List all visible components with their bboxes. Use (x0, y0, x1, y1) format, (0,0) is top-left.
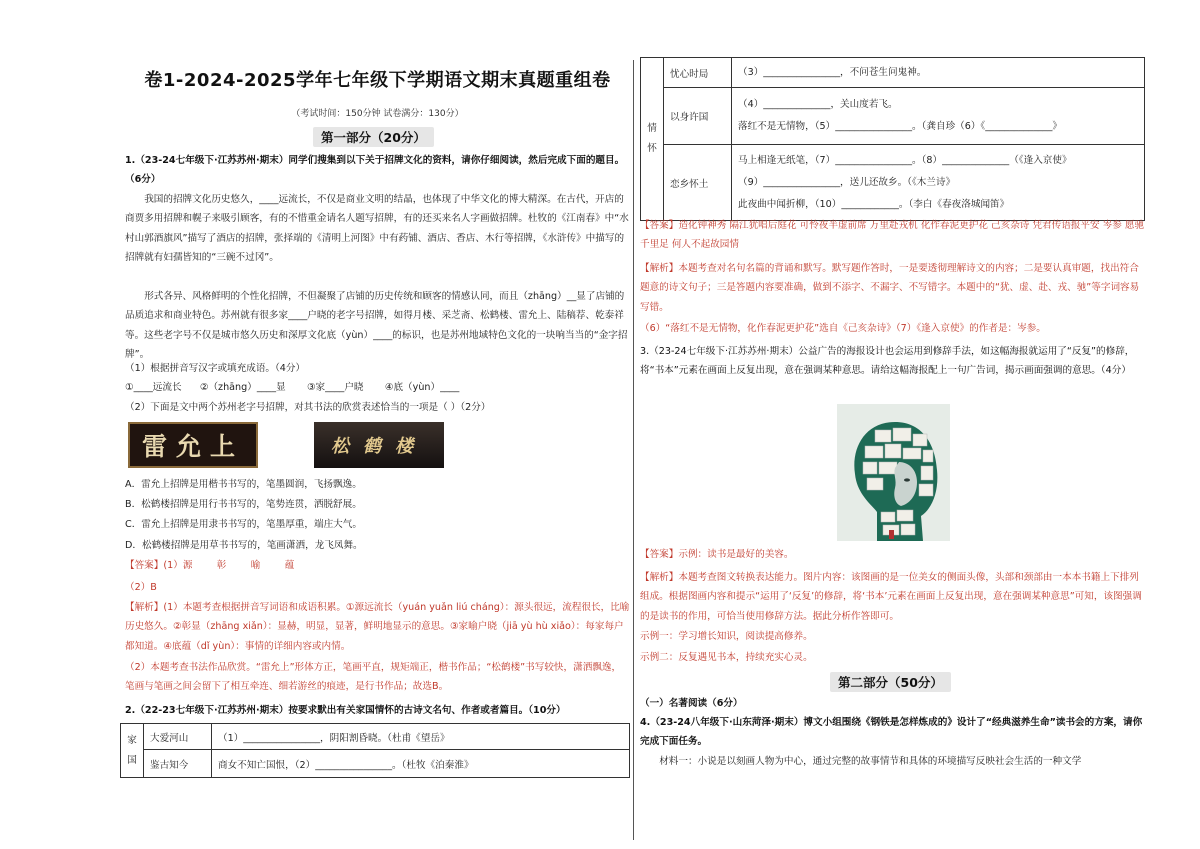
q2-row-2: 商女不知亡国恨，（2）________________。（杜牧《泊秦淮》 (212, 750, 630, 778)
q2-line-8: 此夜曲中闻折柳，（10）____________。（李白《春夜洛城闻笛》 (738, 198, 1010, 210)
q2-row-5 (732, 145, 1145, 221)
q2-note: （6）“落红不是无情物，化作春泥更护花”选自《己亥杂诗》（7）《逢入京使》的作者是：岑参。 (640, 323, 1046, 334)
left-column (125, 0, 630, 849)
q1-option-c: C．雷允上招牌是用隶书书写的，笔墨厚重，端庄大气。 (125, 519, 362, 530)
q2-row-4 (732, 88, 1145, 145)
sign-songhelou: 松鹤楼 (314, 422, 444, 468)
q2-row-3 (732, 58, 1145, 88)
book-portrait-poster (837, 404, 950, 541)
q1-sub2: （2）下面是文中两个苏州老字号招牌，对其书法的欣赏表述恰当的一项是（ ）（2分） (125, 402, 491, 413)
q2-cat-jiaguo: 家国 (121, 724, 144, 778)
column-divider (633, 60, 634, 840)
q2-table-right (640, 57, 1145, 221)
q2-cat-qinghuai: 情怀 (641, 58, 664, 221)
q1-option-a: A．雷允上招牌是用楷书书写的，笔墨圆润，飞扬飘逸。 (125, 479, 362, 490)
q1-title: 1.（23-24七年级下·江苏苏州·期末）同学们搜集到以下关于招牌文化的资料，请你仔细阅读，然后完成下面的题目。（6分） (125, 155, 625, 186)
q2-answer: 【答案】造化钟神秀 隔江犹唱后庭花 可怜夜半虚前席 万里赴戎机 化作春泥更护花 己亥杂诗 凭君传语报平安 岑参 愿驰千里足 何人不起故园情 (640, 220, 1145, 251)
q2-line-6: 马上相逢无纸笔，（7）________________。（8）______________（《逢入京使》 (738, 154, 1072, 166)
q2-sub-2: 鉴古知今 (144, 750, 212, 778)
shop-signs (128, 422, 508, 470)
q2-line-4: （4）______________，关山度若飞。 (738, 99, 898, 110)
q2-sub-5: 恋乡怀土 (664, 145, 732, 221)
q2-analysis: 【解析】本题考查对名句名篇的背诵和默写。默写题作答时，一是要透彻理解诗文的内容；二是要认真审题，找出符合题意的诗文句子；三是答题内容要准确，做到不添字、不漏字、不写错字。本题中的“犹、虚、赴、戎、驰”等字词容易写错。 (640, 263, 1140, 313)
q3-example-1: 示例一：学习增长知识，阅读提高修养。 (640, 631, 813, 642)
q1-para2: 形式各异、风格鲜明的个性化招牌，不但凝聚了店铺的历史传统和顾客的情感认同，而且（zhāng）__显了店铺的品质追求和商业特色。苏州就有很多家____户晓的老字号招牌，如得月楼、采芝斋、松鹤楼、雷允上、陆稿荐、乾泰祥等。这些老字号不仅是城市悠久历史和深厚文化底（yùn）____的标识，也是苏州地域特色文化的一块响当当的“金字招牌”。 (125, 291, 628, 361)
page-title: 卷1-2024-2025学年七年级下学期语文期末真题重组卷 (144, 70, 611, 91)
q3-analysis: 【解析】本题考查图文转换表达能力。图片内容：该图画的是一位美女的侧面头像，头部和颈部由一本本书籍上下排列组成。根据图画内容和提示“运用了‘反复’的修辞，将‘书本’元素在画面上反复出现，意在强调某种意思”可知，该图强调的是读书的作用，可恰当使用修辞方法。据此分析作答即可。 (640, 572, 1142, 622)
q1-analysis: 【解析】(1）本题考查根据拼音写词语和成语积累。①源远流长（yuán yuǎn liú cháng）：源头很远，流程很长，比喻历史悠久。②彰显（zhāng xiǎn）：显赫，明显，显著，鲜明地显示的意思。③家喻户晓（jiā yù hù xiǎo）：每家每户都知道。④底蕴（dǐ yùn）：事情的详细内容或内情。 (125, 602, 630, 652)
q4-material1: 材料一：小说是以刻画人物为中心，通过完整的故事情节和具体的环境描写反映社会生活的一种文学 (659, 756, 1082, 767)
q3-example-2: 示例二：反复遇见书本，持续充实心灵。 (640, 652, 813, 663)
poster-illustration (837, 404, 950, 541)
q3-answer: 【答案】示例：读书是最好的美容。 (640, 549, 794, 560)
part2-header: 第二部分（50分） (830, 672, 951, 692)
q1-sub1-items: ①____远流长 ②（zhāng）____显 ③家____户晓 ④底（yùn）____ (125, 382, 460, 393)
q1-option-b: B．松鹤楼招牌是用行书书写的，笔势连贯，洒脱舒展。 (125, 499, 362, 510)
q2-line-7: （9）________________，送儿还故乡。（《木兰诗》 (738, 176, 956, 188)
q2-line-3: （3）________________，不问苍生问鬼神。 (738, 67, 927, 78)
section1-title: （一）名著阅读（6分） (640, 698, 743, 709)
q2-title: 2.（22-23七年级下·江苏苏州·期末）按要求默出有关家国情怀的古诗文名句、作者或者篇目。（10分） (125, 705, 566, 716)
q2-sub-3: 忧心时局 (664, 58, 732, 88)
q2-sub-4: 以身许国 (664, 88, 732, 145)
exam-meta: （考试时间：150分钟 试卷满分：130分） (291, 109, 464, 119)
q1-option-d: D．松鹤楼招牌是用草书书写的，笔画潇洒，龙飞凤舞。 (125, 540, 363, 551)
sign-leiyunshang: 雷允上 (128, 422, 258, 468)
q1-answer-2: （2）B (125, 582, 157, 593)
part1-header: 第一部分（20分） (313, 127, 434, 147)
q1-answer: 【答案】(1）源 彰 喻 蕴 (125, 560, 295, 571)
q4-title: 4.（23-24八年级下·山东菏泽·期末）博文小组围绕《钢铁是怎样炼成的》设计了“经典滋养生命”读书会的方案，请你完成下面任务。 (640, 717, 1143, 748)
q1-para1: 我国的招牌文化历史悠久，____远流长，不仅是商业文明的结晶，也体现了中华文化的博大精深。在古代，开店的商贾多用招牌和幌子来吸引顾客，有的不惜重金请名人题写招牌，有的还买来名人字画做招牌。杜牧的《江南春》中“水村山郭酒旗风”描写了酒店的招牌，张择端的《清明上河图》中有药铺、酒店、香店、木行等招牌，《水浒传》中描写的招牌就有妇孺皆知的“三碗不过冈”。 (125, 194, 629, 264)
right-column (640, 0, 1145, 849)
q2-sub-1: 大爱河山 (144, 724, 212, 750)
q1-sub1: （1）根据拼音写汉字或填充成语。（4分） (125, 363, 306, 374)
q2-line-5: 落红不是无情物，（5）________________。（龚自珍（6）《______________》 (738, 121, 1062, 132)
q2-table-left (120, 723, 630, 778)
q1-analysis-2: （2）本题考查书法作品欣赏。“雷允上”形体方正，笔画平直，规矩端正，楷书作品；“松鹤楼”书写较快，潇洒飘逸，笔画与笔画之间会留下了相互牵连、细若游丝的痕迹，是行书作品；故选B。 (125, 662, 622, 693)
q3-title: 3.（23-24七年级下·江苏苏州·期末）公益广告的海报设计也会运用到修辞手法，如这幅海报就运用了“反复”的修辞，将“书本”元素在画面上反复出现，意在强调某种意思。请给这幅海报配上一句广告词，揭示画面强调的意思。（4分） (640, 346, 1135, 377)
q2-row-1: （1）________________，阴阳割昏晓。（杜甫《望岳》 (212, 724, 630, 750)
